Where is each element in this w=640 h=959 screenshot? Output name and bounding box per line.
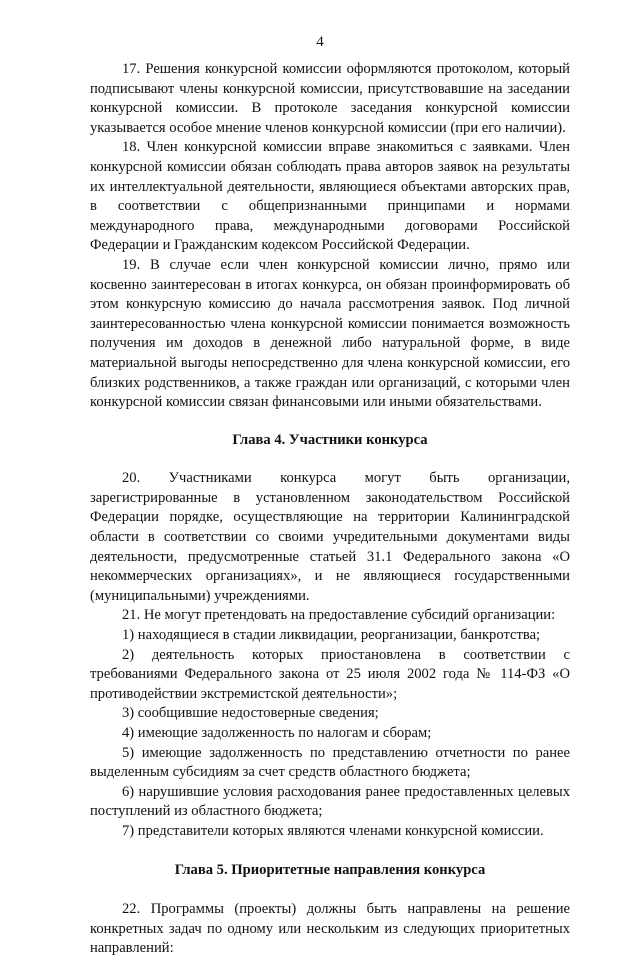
list-item-21-3: 3) сообщившие недостоверные сведения; — [122, 705, 379, 722]
list-item-21-7: 7) представители которых являются членами конкурсной комиссии. — [122, 822, 544, 839]
paragraph-22: 22. Программы (проекты) должны быть направлены на решение конкретных задач по одному или нескольким из следующих приоритетных направлений: — [90, 901, 570, 957]
list-item-21-5: 5) имеющие задолженность по представлению отчетности по ранее выделенным субсидиям за счет средств областного бюджета; — [90, 744, 570, 781]
chapter-5-heading: Глава 5. Приоритетные направления конкурса — [174, 861, 486, 878]
list-item-21-4: 4) имеющие задолженность по налогам и сборам; — [122, 725, 432, 741]
paragraph-21: 21. Не могут претендовать на предоставление субсидий организации: — [122, 607, 556, 624]
chapter-4-heading: Глава 4. Участники конкурса — [232, 431, 428, 448]
paragraph-19: 19. В случае если член конкурсной комиссии лично, прямо или косвенно заинтересован в итогах конкурса, он обязан проинформировать об этом конкурсную комиссию до начала рассмотрения заявок. Под личной заинтересованностью члена конкурсной комиссии понимается возможность получения им доходов в денежной либо натуральной форме, в виде материальной выгоды непосредственно для члена конкурсной комиссии, его близких родственников, а также граждан или организаций, с которыми член конкурсной комиссии связан финансовыми или иными обязательствами. — [90, 256, 570, 411]
list-item-21-2: 2) деятельность которых приостановлена в соответствии с требованиями Федерального закона от 25 июля 2002 года № 114-ФЗ «О противодействии экстремистской деятельности»; — [90, 646, 570, 702]
document-body — [90, 60, 570, 959]
list-item-21-6: 6) нарушившие условия расходования ранее предоставленных целевых поступлений из областного бюджета; — [90, 783, 570, 820]
paragraph-20: 20. Участниками конкурса могут быть организации, зарегистрированные в установленном законодательством Российской Федерации порядке, осуществляющие на территории Калининградской области в соответствии со своими учредительными документами виды деятельности, предусмотренные статьей 31.1 Федерального закона «О некоммерческих организациях», и не являющиеся государственными (муниципальными) учреждениями. — [90, 470, 570, 604]
paragraph-17: 17. Решения конкурсной комиссии оформляются протоколом, который подписывают члены конкурсной комиссии, присутствовавшие на заседании конкурсной комиссии. В протоколе заседания конкурсной комиссии указывается особое мнение членов конкурсной комиссии (при его наличии). — [90, 61, 570, 136]
list-item-21-1: 1) находящиеся в стадии ликвидации, реорганизации, банкротства; — [122, 627, 541, 644]
page-number: 4 — [316, 34, 324, 50]
paragraph-18: 18. Член конкурсной комиссии вправе знакомиться с заявками. Член конкурсной комиссии обязан соблюдать права авторов заявок на результаты их интеллектуальной деятельности, являющиеся объектами авторских прав, в соответствии с общепризнанными принципами и нормами международного права, международными договорами Российской Федерации и Гражданским кодексом Российской Федерации. — [90, 139, 570, 254]
